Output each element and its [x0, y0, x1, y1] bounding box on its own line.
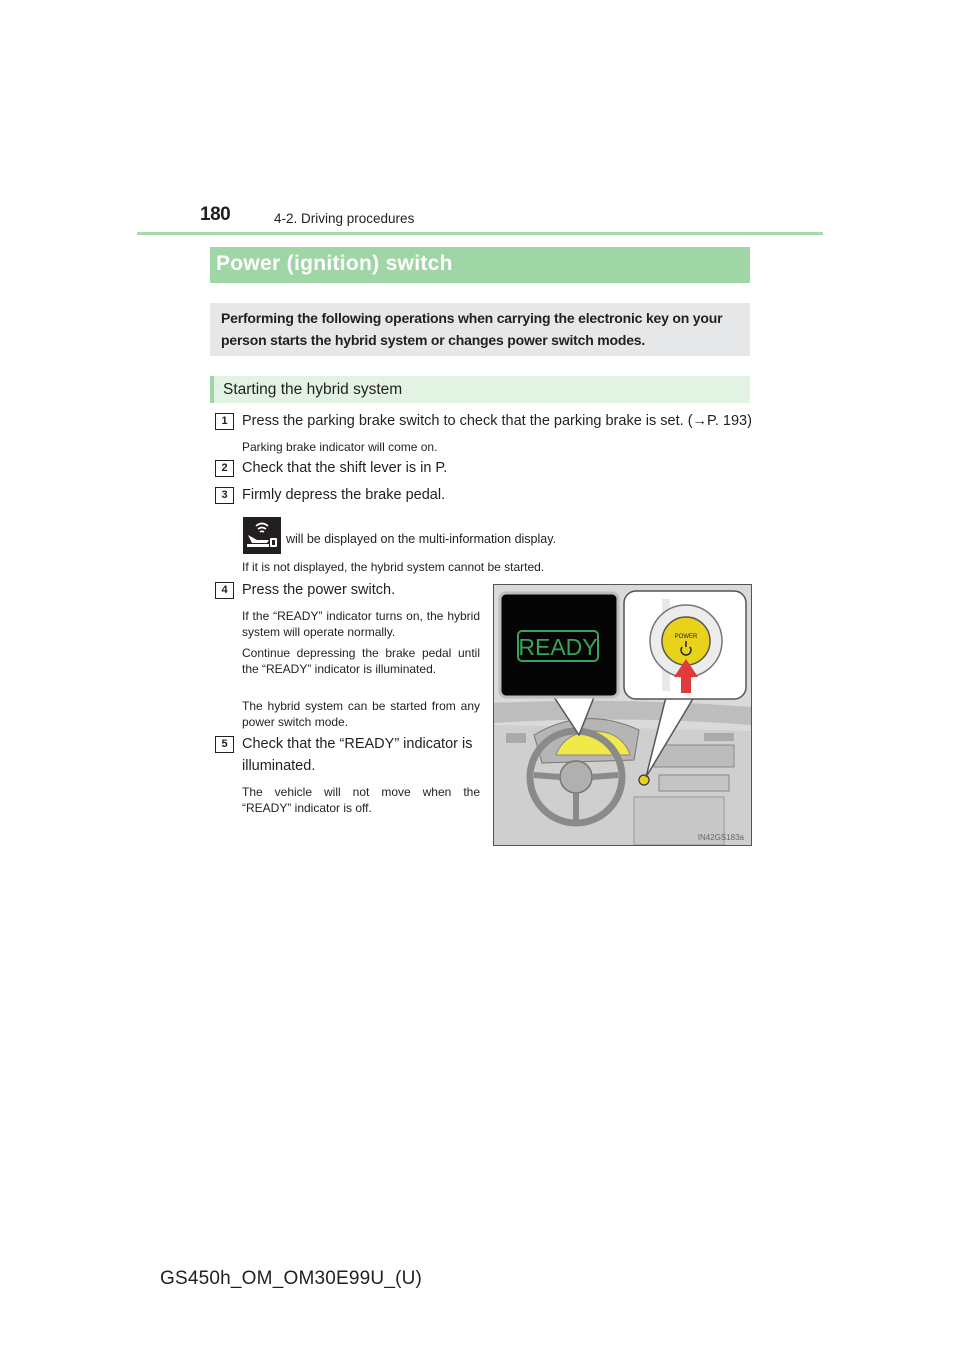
- step-5-note: The vehicle will not move when the “READY” indicator is off.: [242, 785, 480, 815]
- step-1-text: Press the parking brake switch to check that the parking brake is set. (→P. 193): [242, 413, 752, 429]
- step-number-3: 3: [215, 487, 234, 504]
- step-1-note: Parking brake indicator will come on.: [242, 440, 438, 454]
- brake-pedal-key-icon: [243, 517, 281, 554]
- intro-box: [210, 303, 750, 356]
- step-4-note-1: If the “READY” indicator turns on, the hybrid system will operate normally.: [242, 609, 480, 639]
- step-4-note-2: Continue depressing the brake pedal until the “READY” indicator is illuminated.: [242, 646, 480, 676]
- step-4-text: Press the power switch.: [242, 582, 396, 598]
- step-3-note: If it is not displayed, the hybrid system cannot be started.: [242, 560, 545, 574]
- subsection-bar: [210, 376, 750, 403]
- step-number-5: 5: [215, 736, 234, 753]
- intro-text: Performing the following operations when carrying the electronic key on your person starts the hybrid system or changes power switch modes.: [221, 310, 723, 348]
- step-4-note-3: The hybrid system can be started from any power switch mode.: [242, 699, 480, 729]
- dashboard-illustration: [493, 584, 752, 846]
- step-5-text: Check that the “READY” indicator is illuminated.: [242, 736, 473, 774]
- page-number: 180: [200, 204, 231, 225]
- subsection-accent: [210, 376, 214, 403]
- header-rule: [137, 232, 823, 235]
- step-2-text: Check that the shift lever is in P.: [242, 460, 448, 476]
- step-3-text: Firmly depress the brake pedal.: [242, 487, 446, 503]
- step-number-2: 2: [215, 460, 234, 477]
- footer-model-code: GS450h_OM_OM30E99U_(U): [160, 1268, 423, 1289]
- step-number-1: 1: [215, 413, 234, 430]
- ready-indicator-label: READY: [518, 634, 598, 660]
- step-3-icon-note: will be displayed on the multi-information display.: [286, 532, 557, 546]
- page-title: Power (ignition) switch: [216, 252, 453, 275]
- power-button-label: POWER: [674, 634, 698, 640]
- step-number-4: 4: [215, 582, 234, 599]
- title-bar: [210, 247, 750, 283]
- illustration-code: IN42GS183a: [697, 833, 744, 842]
- section-name: 4-2. Driving procedures: [274, 211, 415, 226]
- subsection-title: Starting the hybrid system: [223, 381, 403, 398]
